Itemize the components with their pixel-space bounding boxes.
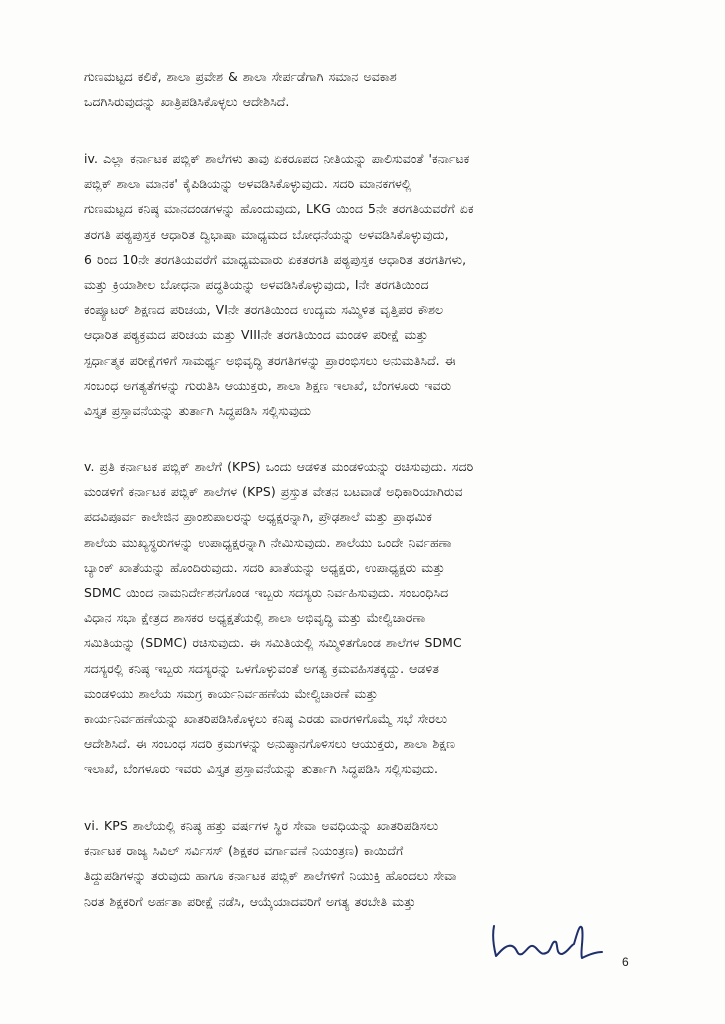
text-line: ಗುಣಮಟ್ಟದ ಕನಿಷ್ಠ ಮಾನದಂಡಗಳನ್ನು ಹೊಂದುವುದು, LKG ಯಿಂದ 5ನೇ ತರಗತಿಯವರೆಗೆ ಏಕ — [84, 201, 474, 217]
text-line: ಸ್ಪರ್ಧಾತ್ಮಕ ಪರೀಕ್ಷೆಗಳಿಗೆ ಸಾಮರ್ಥ್ಯ ಅಭಿವೃದ್ಧಿ ತರಗತಿಗಳನ್ನು ಪ್ರಾರಂಭಿಸಲು ಅನುಮತಿಸಿದೆ. ಈ — [84, 352, 456, 368]
handwritten-signature — [486, 918, 606, 968]
text-line: ಬ್ಯಾಂಕ್ ಖಾತೆಯನ್ನು ಹೊಂದಿರುವುದು. ಸದರಿ ಖಾತೆಯನ್ನು ಅಧ್ಯಕ್ಷರು, ಉಪಾಧ್ಯಕ್ಷರು ಮತ್ತು — [84, 559, 445, 575]
text-line: ಕಾರ್ಯನಿರ್ವಹಣೆಯನ್ನು ಖಾತರಿಪಡಿಸಿಕೊಳ್ಳಲು ಕನಿಷ್ಠ ಎರಡು ವಾರಗಳಿಗೊಮ್ಮೆ ಸಭೆ ಸೇರಲು — [84, 711, 448, 727]
text-line: ಗುಣಮಟ್ಟದ ಕಲಿಕೆ, ಶಾಲಾ ಪ್ರವೇಶ & ಶಾಲಾ ಸೇರ್ಪಡೆಗಾಗಿ ಸಮಾನ ಅವಕಾಶ — [84, 69, 397, 84]
paragraph-iv — [84, 146, 646, 423]
paragraph-vi — [84, 813, 646, 914]
paragraph-v — [84, 454, 646, 782]
text-line: ಆಧಾರಿತ ಪಠ್ಯಕ್ರಮದ ಪರಿಚಯ ಮತ್ತು VIIIನೇ ತರಗತಿಯಿಂದ ಮಂಡಳಿ ಪರೀಕ್ಷೆ ಮತ್ತು — [84, 327, 428, 343]
text-line: ತಿದ್ದುಪಡಿಗಳನ್ನು ತರುವುದು ಹಾಗೂ ಕರ್ನಾಟಕ ಪಬ್ಲಿಕ್ ಶಾಲೆಗಳಿಗೆ ನಿಯುಕ್ತಿ ಹೊಂದಲು ಸೇವಾ — [84, 868, 457, 884]
text-line: ವಿಸ್ತೃತ ಪ್ರಸ್ತಾವನೆಯನ್ನು ತುರ್ತಾಗಿ ಸಿದ್ಧಪಡಿಸಿ ಸಲ್ಲಿಸುವುದು — [84, 403, 312, 419]
text-line: ಮಂಡಳಿಯು ಶಾಲೆಯ ಸಮಗ್ರ ಕಾರ್ಯನಿರ್ವಹಣೆಯ ಮೇಲ್ವಿಚಾರಣೆ ಮತ್ತು — [84, 685, 378, 701]
text-line: ಸಮಿತಿಯನ್ನು (SDMC) ರಚಿಸುವುದು. ಈ ಸಮಿತಿಯಲ್ಲಿ ಸಮ್ಮಿಳಿತಗೊಂಡ ಶಾಲೆಗಳ SDMC — [84, 635, 462, 651]
text-line: ಪಬ್ಲಿಕ್ ಶಾಲಾ ಮಾನಕ' ಕೈಪಿಡಿಯನ್ನು ಅಳವಡಿಸಿಕೊಳ್ಳುವುದು. ಸದರಿ ಮಾನಕಗಳಲ್ಲಿ — [84, 176, 412, 192]
text-line: vi. KPS ಶಾಲೆಯಲ್ಲಿ ಕನಿಷ್ಠ ಹತ್ತು ವರ್ಷಗಳ ಸ್ಥಿರ ಸೇವಾ ಅವಧಿಯನ್ನು ಖಾತರಿಪಡಿಸಲು — [84, 818, 439, 833]
text-line: SDMC ಯಿಂದ ನಾಮನಿರ್ದೇಶನಗೊಂಡ ಇಬ್ಬರು ಸದಸ್ಯರು ನಿರ್ವಹಿಸುವುದು. ಸಂಬಂಧಿಸಿದ — [84, 585, 449, 601]
text-line: v. ಪ್ರತಿ ಕರ್ನಾಟಕ ಪಬ್ಲಿಕ್ ಶಾಲೆಗೆ (KPS) ಒಂದು ಆಡಳಿತ ಮಂಡಳಿಯನ್ನು ರಚಿಸುವುದು. ಸದರಿ — [84, 459, 474, 474]
text-line: ನಿರತ ಶಿಕ್ಷಕರಿಗೆ ಅರ್ಹತಾ ಪರೀಕ್ಷೆ ನಡೆಸಿ, ಆಯ್ಕೆಯಾದವರಿಗೆ ಅಗತ್ಯ ತರಬೇತಿ ಮತ್ತು — [84, 893, 416, 909]
text-line: ಪದವಿಪೂರ್ವ ಕಾಲೇಜಿನ ಪ್ರಾಂಶುಪಾಲರನ್ನು ಅಧ್ಯಕ್ಷರನ್ನಾಗಿ, ಪ್ರೌಢಶಾಲೆ ಮತ್ತು ಪ್ರಾಥಮಿಕ — [84, 509, 432, 525]
text-line: ತರಗತಿ ಪಠ್ಯಪುಸ್ತಕ ಆಧಾರಿತ ದ್ವಿಭಾಷಾ ಮಾಧ್ಯಮದ ಬೋಧನೆಯನ್ನು ಅಳವಡಿಸಿಕೊಳ್ಳುವುದು, — [84, 226, 449, 242]
text-line: iv. ಎಲ್ಲಾ ಕರ್ನಾಟಕ ಪಬ್ಲಿಕ್ ಶಾಲೆಗಳು ತಾವು ಏಕರೂಪದ ನೀತಿಯನ್ನು ಪಾಲಿಸುವಂತೆ 'ಕರ್ನಾಟಕ — [84, 151, 470, 166]
text-line: ಕಂಪ್ಯೂಟರ್ ಶಿಕ್ಷಣದ ಪರಿಚಯ, VIನೇ ತರಗತಿಯಿಂದ ಉದ್ಯಮ ಸಮ್ಮಿಳಿತ ವೃತ್ತಿಪರ ಕೌಶಲ — [84, 302, 444, 318]
text-line: ಇಲಾಖೆ, ಬೆಂಗಳೂರು ಇವರು ವಿಸ್ತೃತ ಪ್ರಸ್ತಾವನೆಯನ್ನು ತುರ್ತಾಗಿ ಸಿದ್ಧಪಡಿಸಿ ಸಲ್ಲಿಸುವುದು. — [84, 761, 439, 777]
text-line: ಶಾಲೆಯ ಮುಖ್ಯಸ್ಥರುಗಳನ್ನು ಉಪಾಧ್ಯಕ್ಷರನ್ನಾಗಿ ನೇಮಿಸುವುದು. ಶಾಲೆಯು ಒಂದೇ ನಿರ್ವಹಣಾ — [84, 534, 452, 550]
text-line: ಒದಗಿಸಿರುವುದನ್ನು ಖಾತ್ರಿಪಡಿಸಿಕೊಳ್ಳಲು ಆದೇಶಿಸಿದೆ. — [84, 94, 290, 110]
text-line: ಮಂಡಳಿಗೆ ಕರ್ನಾಟಕ ಪಬ್ಲಿಕ್ ಶಾಲೆಗಳ (KPS) ಪ್ರಸ್ತುತ ವೇತನ ಬಟವಾಡೆ ಅಧಿಕಾರಿಯಾಗಿರುವ — [84, 484, 463, 500]
text-line: 6 ರಿಂದ 10ನೇ ತರಗತಿಯವರೆಗೆ ಮಾಧ್ಯಮವಾರು ಏಕತರಗತಿ ಪಠ್ಯಪುಸ್ತಕ ಆಧಾರಿತ ತರಗತಿಗಳು, — [84, 251, 467, 267]
text-line: ವಿಧಾನ ಸಭಾ ಕ್ಷೇತ್ರದ ಶಾಸಕರ ಅಧ್ಯಕ್ಷತೆಯಲ್ಲಿ ಶಾಲಾ ಅಭಿವೃದ್ಧಿ ಮತ್ತು ಮೇಲ್ವಿಚಾರಣಾ — [84, 610, 426, 626]
paragraph-continuation — [84, 64, 646, 114]
text-line: ಆದೇಶಿಸಿದೆ. ಈ ಸಂಬಂಧ ಸದರಿ ಕ್ರಮಗಳನ್ನು ಅನುಷ್ಠಾನಗೊಳಿಸಲು ಆಯುಕ್ತರು, ಶಾಲಾ ಶಿಕ್ಷಣ — [84, 736, 456, 752]
text-line: ಸಂಬಂಧ ಅಗತ್ಯತೆಗಳನ್ನು ಗುರುತಿಸಿ ಆಯುಕ್ತರು, ಶಾಲಾ ಶಿಕ್ಷಣ ಇಲಾಖೆ, ಬೆಂಗಳೂರು ಇವರು — [84, 377, 452, 393]
text-line: ಸದಸ್ಯರಲ್ಲಿ ಕನಿಷ್ಠ ಇಬ್ಬರು ಸದಸ್ಯರನ್ನು ಒಳಗೊಳ್ಳುವಂತೆ ಅಗತ್ಯ ಕ್ರಮವಹಿಸತಕ್ಕದ್ದು. ಆಡಳಿತ — [84, 660, 439, 676]
text-line: ಕರ್ನಾಟಕ ರಾಜ್ಯ ಸಿವಿಲ್ ಸರ್ವಿಸಸ್ (ಶಿಕ್ಷಕರ ವರ್ಗಾವಣೆ ನಿಯಂತ್ರಣ) ಕಾಯಿದೆಗೆ — [84, 843, 404, 859]
page-number: 6 — [622, 955, 629, 969]
text-line: ಮತ್ತು ಕ್ರಿಯಾಶೀಲ ಬೋಧನಾ ಪದ್ಧತಿಯನ್ನು ಅಳವಡಿಸಿಕೊಳ್ಳುವುದು, Iನೇ ತರಗತಿಯಿಂದ — [84, 277, 429, 293]
